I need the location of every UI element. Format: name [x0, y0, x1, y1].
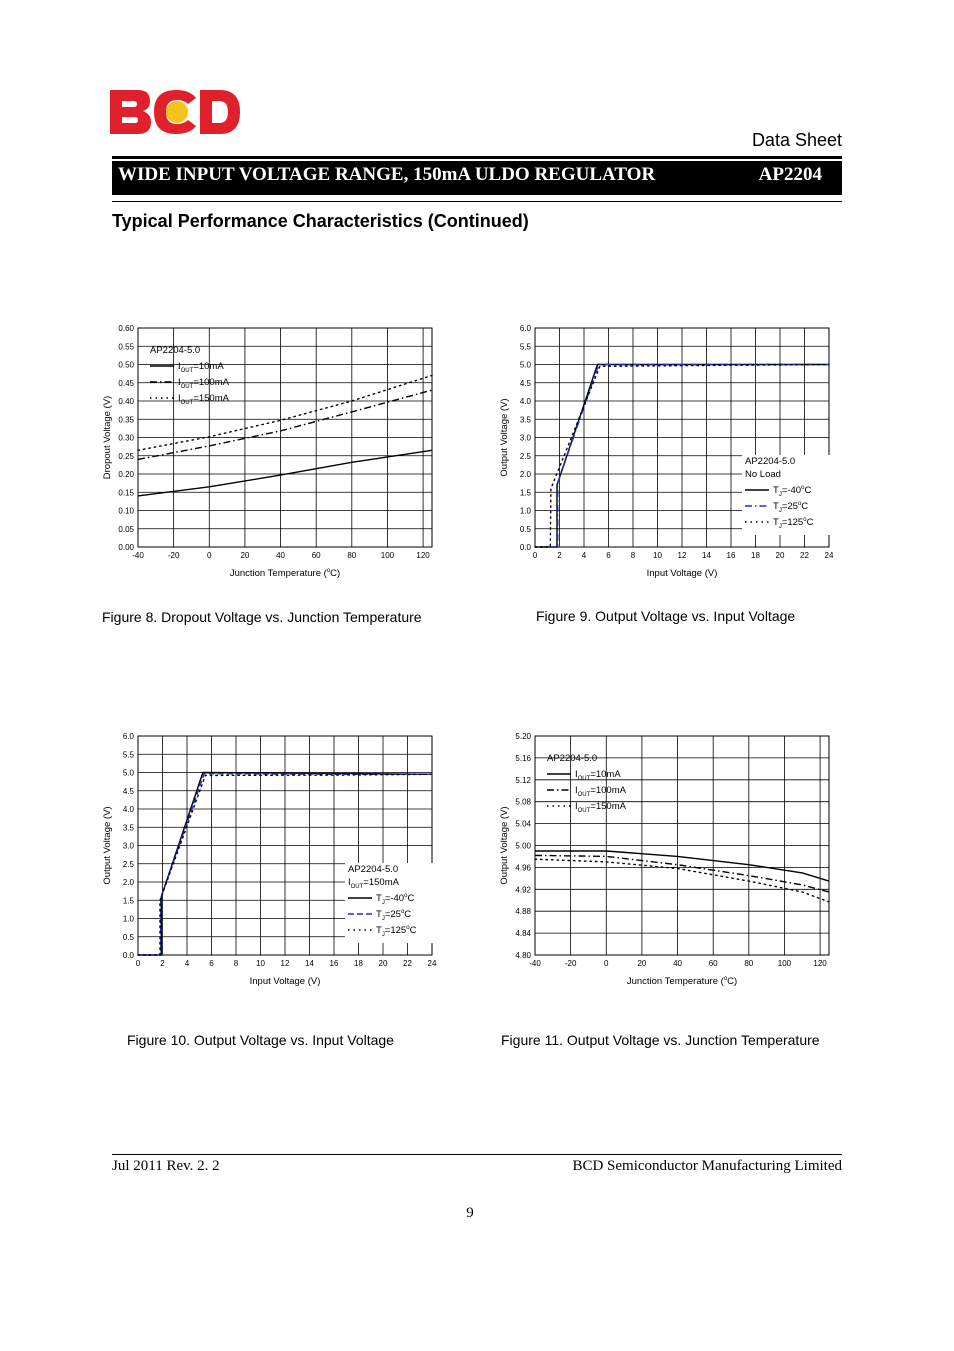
y-tick-label: 0.55 [118, 342, 134, 352]
legend-title: AP2204-5.0 [348, 864, 399, 875]
x-tick-label: 22 [403, 959, 412, 968]
x-tick-label: 60 [311, 551, 321, 560]
legend-label-value: =25 [384, 909, 401, 920]
legend-label-2 [575, 801, 627, 814]
legend-label-sub: OUT [180, 368, 194, 374]
x-tick-label: 120 [416, 551, 430, 560]
y-tick-label: 0.10 [118, 506, 134, 516]
x-tick-label: 24 [824, 551, 834, 560]
legend-subtitle-symbol: I [348, 877, 351, 888]
y-tick-label: 5.16 [515, 753, 531, 763]
y-tick-label: 5.5 [122, 750, 134, 760]
legend-label-degree: o [404, 893, 408, 899]
x-axis-label [230, 568, 340, 579]
legend-label-value: =100mA [193, 377, 229, 388]
legend-label-sub: J [778, 492, 782, 498]
footer-company: BCD Semiconductor Manufacturing Limited [572, 1158, 842, 1174]
legend [345, 863, 435, 943]
y-tick-label: 0.30 [118, 433, 134, 443]
x-tick-label: 20 [378, 959, 388, 968]
x-tick-label: 0 [604, 959, 609, 968]
x-tick-label: 8 [233, 959, 239, 968]
legend-label-1 [575, 785, 627, 798]
y-tick-label: 6.0 [122, 732, 134, 741]
x-tick-label: 120 [813, 959, 827, 968]
legend-label-symbol: T [376, 925, 382, 936]
y-tick-label: 3.0 [519, 433, 531, 443]
x-tick-label: 6 [209, 959, 214, 968]
legend-label-unit: C [804, 485, 812, 496]
legend-label-symbol: T [773, 501, 779, 512]
legend-label-value: =10mA [590, 769, 621, 780]
y-tick-label: 0.20 [118, 470, 134, 479]
legend-label-sub: J [381, 900, 385, 906]
y-tick-label: 4.0 [122, 805, 134, 814]
legend-label-unit: C [806, 517, 814, 528]
x-axis-label-degree: o [723, 976, 728, 982]
y-tick-label: 5.0 [122, 768, 134, 778]
document-type: Data Sheet [751, 130, 842, 150]
x-axis-label-unit: C) [330, 568, 341, 579]
chart-dropout-vs-temperature [98, 320, 448, 585]
y-tick-label: 5.04 [515, 819, 531, 829]
y-tick-label: 0.45 [118, 378, 134, 388]
x-tick-label: 20 [637, 959, 647, 968]
y-tick-label: 1.5 [519, 488, 531, 498]
x-tick-label: 0 [135, 959, 141, 968]
y-tick-label: 1.0 [519, 506, 531, 516]
y-tick-label: 5.12 [515, 775, 531, 785]
legend-subtitle-sub: OUT [350, 884, 364, 890]
y-tick-label: 5.00 [515, 841, 531, 851]
x-tick-label: 4 [581, 551, 587, 560]
legend-label-value: =125 [781, 517, 804, 528]
y-axis-label: Output Voltage (V) [499, 806, 510, 885]
legend-label-symbol: I [178, 393, 181, 404]
x-axis-label [627, 976, 737, 987]
x-tick-label: 18 [354, 959, 363, 968]
legend-label-symbol: T [376, 909, 382, 920]
x-tick-label: -40 [132, 551, 144, 560]
x-tick-label: 100 [380, 551, 395, 560]
legend-label-sub: J [778, 524, 782, 530]
x-tick-label: 0 [532, 551, 538, 560]
legend-label-degree: o [803, 517, 807, 523]
y-tick-label: 0.00 [118, 543, 134, 552]
y-tick-label: 3.5 [122, 823, 134, 833]
y-tick-label: 1.0 [122, 914, 134, 924]
x-axis-label-unit: C) [727, 976, 738, 987]
legend-label-symbol: I [575, 785, 578, 796]
figure-10-caption: Figure 10. Output Voltage vs. Input Voltage [127, 1032, 394, 1048]
x-axis-label: Input Voltage (V) [249, 976, 321, 987]
legend-label-1 [178, 377, 230, 390]
y-tick-label: 2.5 [122, 859, 134, 869]
footer-rule [112, 1154, 842, 1155]
legend-label-unit: C [801, 501, 809, 512]
x-tick-label: 14 [305, 959, 314, 968]
legend-label-degree: o [406, 925, 410, 931]
chart-output-vs-input-150ma [98, 728, 448, 993]
y-axis-label: Output Voltage (V) [499, 398, 510, 477]
x-tick-label: 6 [606, 551, 611, 560]
x-tick-label: 18 [751, 551, 760, 560]
x-tick-label: 24 [427, 959, 437, 968]
y-tick-label: 0.15 [118, 488, 134, 498]
x-tick-label: 22 [800, 551, 809, 560]
x-tick-label: 2 [557, 551, 562, 560]
y-tick-label: 0.60 [118, 324, 134, 333]
x-axis-label: Input Voltage (V) [646, 568, 718, 579]
legend-label-value: =-40 [384, 893, 405, 904]
y-tick-label: 0.40 [118, 397, 134, 406]
y-tick-label: 4.0 [519, 397, 531, 406]
y-tick-label: 3.5 [519, 415, 531, 425]
x-tick-label: 80 [347, 551, 357, 560]
y-tick-label: 4.96 [515, 863, 531, 873]
y-tick-label: 4.80 [515, 951, 531, 960]
x-tick-label: 12 [280, 959, 290, 968]
y-tick-label: 4.5 [519, 378, 531, 388]
legend-label-symbol: I [575, 801, 578, 812]
legend-label-sub: OUT [577, 776, 591, 782]
x-tick-label: 4 [184, 959, 190, 968]
x-tick-label: 20 [240, 551, 250, 560]
y-tick-label: 5.20 [515, 732, 531, 741]
legend-label-sub: OUT [577, 792, 591, 798]
legend-label-value: =100mA [590, 785, 626, 796]
series-line-0 [138, 450, 432, 496]
x-tick-label: -40 [529, 959, 541, 968]
legend-subtitle-value: =150mA [363, 877, 399, 888]
x-tick-label: 10 [653, 551, 662, 560]
legend-label-sub: J [381, 932, 385, 938]
figure-8-caption: Figure 8. Dropout Voltage vs. Junction Temperature [102, 609, 422, 625]
y-tick-label: 4.84 [515, 929, 531, 939]
y-tick-label: 5.5 [519, 342, 531, 352]
x-tick-label: 8 [630, 551, 636, 560]
y-tick-label: 0.5 [519, 524, 531, 534]
legend [742, 455, 832, 535]
legend-label-sub: OUT [180, 400, 194, 406]
x-tick-label: 2 [160, 959, 165, 968]
legend-label-value: =150mA [590, 801, 626, 812]
y-tick-label: 4.88 [515, 907, 531, 917]
header-rule [112, 156, 842, 159]
chart-output-vs-input-noload [495, 320, 845, 585]
legend-label-symbol: T [773, 485, 779, 496]
x-tick-label: 16 [726, 551, 736, 560]
legend-label-value: =-40 [781, 485, 802, 496]
y-tick-label: 2.5 [519, 451, 531, 461]
legend-title: AP2204-5.0 [745, 456, 796, 467]
section-title: Typical Performance Characteristics (Continued) [112, 211, 529, 231]
y-tick-label: 0.50 [118, 360, 134, 370]
title-bar [112, 161, 842, 195]
x-tick-label: -20 [167, 551, 180, 560]
legend-label-value: =25 [781, 501, 798, 512]
figure-11-caption: Figure 11. Output Voltage vs. Junction Temperature [501, 1032, 820, 1048]
y-tick-label: 3.0 [122, 841, 134, 851]
y-tick-label: 0.05 [118, 524, 134, 534]
legend-label-sub: J [381, 916, 385, 922]
x-tick-label: 40 [673, 959, 682, 968]
y-tick-label: 5.0 [519, 360, 531, 370]
legend [150, 345, 230, 406]
x-tick-label: 40 [276, 551, 285, 560]
y-tick-label: 4.5 [122, 786, 134, 796]
y-tick-label: 2.0 [519, 470, 531, 479]
y-axis-label: Output Voltage (V) [102, 806, 113, 885]
grid [535, 736, 829, 955]
footer-date-revision: Jul 2011 Rev. 2. 2 [112, 1158, 220, 1174]
y-tick-label: 1.5 [122, 896, 134, 906]
x-tick-label: 14 [702, 551, 711, 560]
x-tick-label: 16 [329, 959, 339, 968]
legend-subtitle: No Load [745, 469, 781, 480]
y-tick-label: 0.35 [118, 415, 134, 425]
y-tick-label: 5.08 [515, 797, 531, 807]
y-tick-label: 0.5 [122, 932, 134, 942]
document-title: WIDE INPUT VOLTAGE RANGE, 150mA ULDO REGULATOR [118, 164, 656, 185]
legend-label-unit: C [407, 893, 415, 904]
y-tick-label: 0.0 [122, 951, 134, 960]
x-tick-label: 80 [744, 959, 754, 968]
y-axis-label: Dropout Voltage (V) [102, 395, 113, 480]
x-tick-label: 10 [256, 959, 265, 968]
legend-label-unit: C [404, 909, 412, 920]
legend-label-sub: J [778, 508, 782, 514]
x-axis-label-text: Junction Temperature ( [229, 568, 327, 579]
grid [138, 328, 432, 547]
legend-label-symbol: T [376, 893, 382, 904]
title-underline [112, 201, 842, 202]
legend-label-degree: o [801, 485, 805, 491]
legend-label-symbol: I [575, 769, 578, 780]
legend-label-symbol: I [178, 361, 181, 372]
legend-label-2 [178, 393, 230, 406]
chart-output-vs-temperature [495, 728, 845, 993]
x-tick-label: 12 [677, 551, 687, 560]
legend-title: AP2204-5.0 [150, 345, 201, 356]
y-tick-label: 2.0 [122, 878, 134, 887]
y-tick-label: 0.25 [118, 451, 134, 461]
x-tick-label: 20 [775, 551, 785, 560]
legend-label-value: =125 [384, 925, 407, 936]
legend-label-sub: OUT [180, 384, 194, 390]
y-tick-label: 4.92 [515, 885, 531, 895]
legend-label-symbol: I [178, 377, 181, 388]
legend-label-unit: C [409, 925, 417, 936]
x-tick-label: -20 [564, 959, 577, 968]
legend-label-symbol: T [773, 517, 779, 528]
page-number: 9 [466, 1205, 474, 1221]
legend [547, 753, 627, 814]
legend-title: AP2204-5.0 [547, 753, 598, 764]
legend-label-0 [178, 361, 224, 374]
x-tick-label: 60 [708, 959, 718, 968]
legend-label-value: =10mA [193, 361, 224, 372]
legend-label-value: =150mA [193, 393, 229, 404]
part-number: AP2204 [758, 164, 822, 185]
x-tick-label: 0 [207, 551, 212, 560]
y-tick-label: 6.0 [519, 324, 531, 333]
legend-label-degree: o [400, 909, 405, 915]
x-axis-label-text: Junction Temperature ( [626, 976, 724, 987]
bcd-logo [110, 88, 242, 136]
x-axis-label-degree: o [326, 568, 331, 574]
x-tick-label: 100 [777, 959, 792, 968]
y-tick-label: 0.0 [519, 543, 531, 552]
figure-9-caption: Figure 9. Output Voltage vs. Input Voltage [536, 608, 796, 624]
legend-label-degree: o [797, 501, 802, 507]
legend-label-sub: OUT [577, 808, 591, 814]
